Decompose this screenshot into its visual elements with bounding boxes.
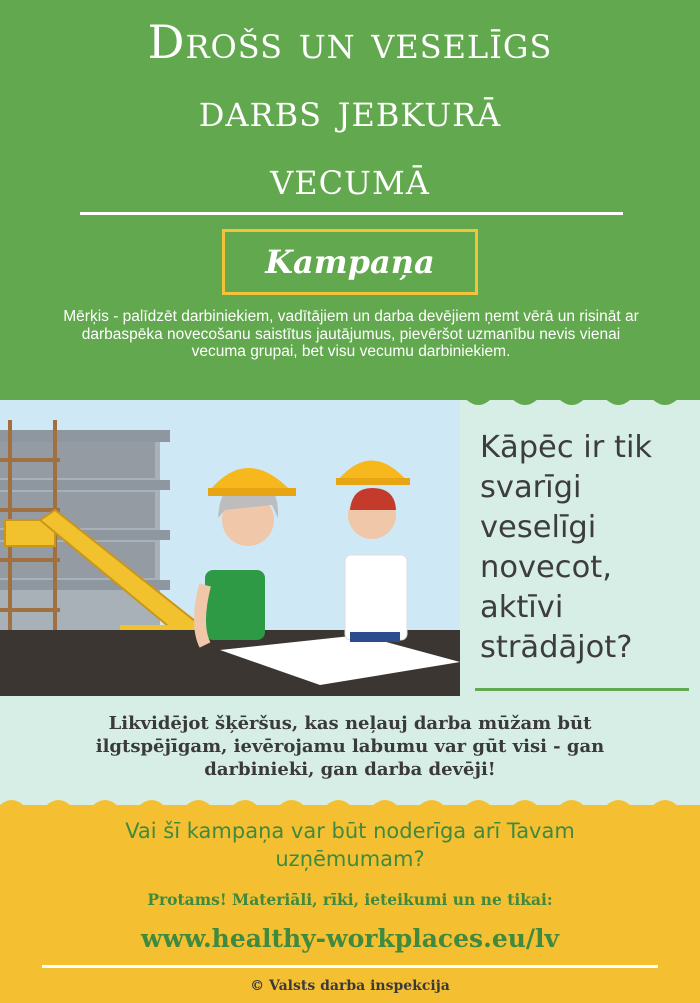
footer-question: Vai šī kampaņa var būt noderīga arī Tavam uzņēmumam? [125, 819, 575, 871]
why-divider [475, 688, 689, 691]
title-line-1: Drošs un veselīgs [147, 15, 553, 69]
wave-divider-bottom [0, 797, 700, 815]
footer-divider [42, 965, 658, 968]
copyright-text: © Valsts darba inspekcija [250, 978, 450, 994]
campaign-badge-label: Kampaņa [265, 243, 435, 281]
benefit-statement: Likvidējot šķēršus, kas neļauj darba mūžam būt ilgtspējīgam, ievērojamu labumu var gūt visi - gan darbinieki, gan darba devēji! [95, 713, 605, 780]
campaign-title [0, 8, 700, 212]
why-question: Kāpēc ir tik svarīgi veselīgi novecot, aktīvi strādājot? [480, 430, 653, 665]
title-line-2: darbs jebkurā [198, 83, 502, 137]
campaign-badge [222, 229, 478, 295]
title-divider [80, 212, 623, 215]
campaign-goal-text: Mērķis - palīdzēt darbiniekiem, vadītājiem un darba devējiem ņemt vērā un risināt ar darbaspēka novecošanu saistītus jautājumus, pievēršot uzmanību nevis vienai vecuma grupai, bet visu vecumu darbiniekiem. [63, 308, 639, 360]
title-line-3: vecumā [270, 151, 430, 205]
website-link[interactable]: www.healthy-workplaces.eu/lv [140, 924, 560, 953]
footer-answer: Protams! Materiāli, rīki, ieteikumi un ne tikai: [147, 890, 553, 909]
construction-illustration [0, 400, 460, 696]
